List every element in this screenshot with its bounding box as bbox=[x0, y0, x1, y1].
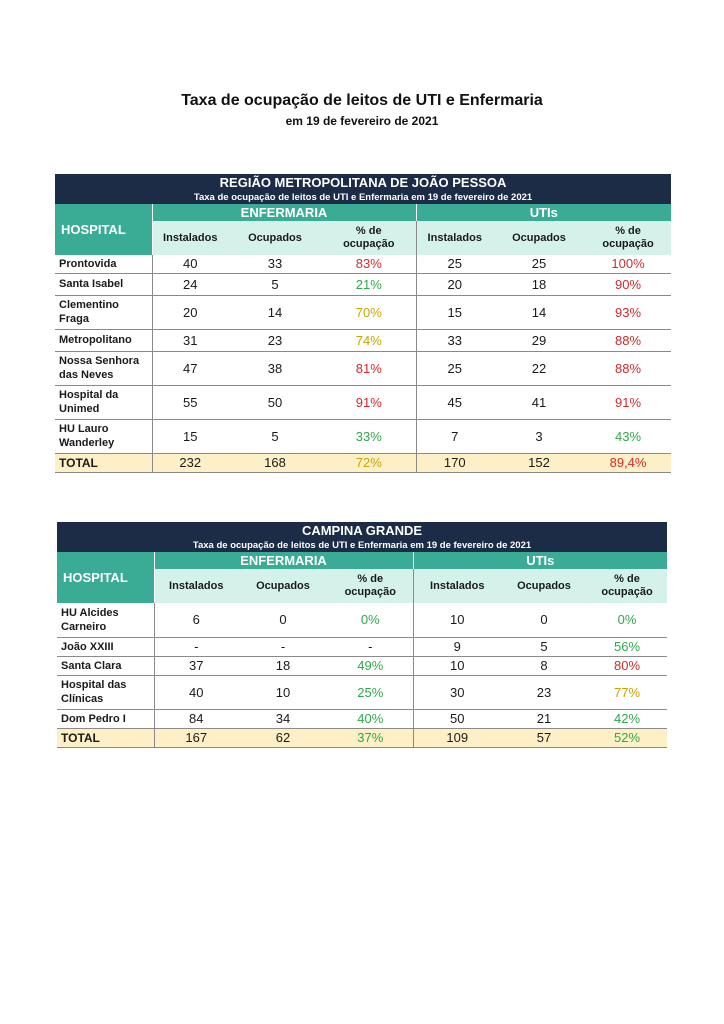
ocupacao-cell: 77% bbox=[587, 675, 667, 709]
table-row bbox=[57, 656, 667, 675]
instalados-cell: 33 bbox=[416, 329, 493, 351]
ocupados-cell: 3 bbox=[493, 419, 585, 453]
enfermaria-header: ENFERMARIA bbox=[154, 552, 413, 569]
instalados-cell: 47 bbox=[152, 351, 228, 385]
utis-header: UTIs bbox=[413, 552, 667, 569]
hospital-name: Hospital das Clínicas bbox=[57, 675, 154, 709]
ocupados-cell: 23 bbox=[501, 675, 587, 709]
col-instalados: Instalados bbox=[152, 221, 228, 255]
total-ocupados: 152 bbox=[493, 453, 585, 472]
ocupados-cell: 21 bbox=[501, 709, 587, 728]
ocupacao-cell: 49% bbox=[328, 656, 413, 675]
total-instalados: 232 bbox=[152, 453, 228, 472]
region-title: CAMPINA GRANDE bbox=[57, 522, 667, 539]
table-row bbox=[57, 603, 667, 637]
table-campina-grande bbox=[57, 522, 667, 748]
col-ocupados: Ocupados bbox=[501, 569, 587, 603]
col-instalados: Instalados bbox=[413, 569, 501, 603]
ocupados-cell: 22 bbox=[493, 351, 585, 385]
col-pct bbox=[322, 221, 416, 255]
ocupacao-cell: 0% bbox=[328, 603, 413, 637]
ocupacao-cell: 40% bbox=[328, 709, 413, 728]
col-pct-line2: ocupação bbox=[343, 238, 395, 250]
ocupacao-cell: 0% bbox=[587, 603, 667, 637]
ocupados-cell: 50 bbox=[228, 385, 322, 419]
ocupacao-cell: 88% bbox=[585, 351, 671, 385]
ocupados-cell: 8 bbox=[501, 656, 587, 675]
table-row bbox=[55, 385, 671, 419]
table-row bbox=[57, 709, 667, 728]
instalados-cell: 24 bbox=[152, 273, 228, 295]
col-pct-line1: % de bbox=[355, 225, 382, 237]
table-row bbox=[55, 295, 671, 329]
hospital-name: HU Alcides Carneiro bbox=[57, 603, 154, 637]
utis-header: UTIs bbox=[416, 204, 671, 221]
ocupacao-cell: 100% bbox=[585, 255, 671, 273]
col-pct-line1: % de bbox=[614, 573, 640, 585]
col-ocupados: Ocupados bbox=[493, 221, 585, 255]
region-subtitle: Taxa de ocupação de leitos de UTI e Enfermaria em 19 de fevereiro de 2021 bbox=[57, 539, 667, 552]
hospital-header: HOSPITAL bbox=[57, 552, 154, 603]
ocupacao-cell: 93% bbox=[585, 295, 671, 329]
enfermaria-header: ENFERMARIA bbox=[152, 204, 416, 221]
hospital-name: Santa Clara bbox=[57, 656, 154, 675]
hospital-name: Hospital da Unimed bbox=[55, 385, 152, 419]
page-subtitle: em 19 de fevereiro de 2021 bbox=[285, 114, 439, 128]
total-row bbox=[57, 728, 667, 747]
col-pct bbox=[587, 569, 667, 603]
ocupacao-cell: 91% bbox=[322, 385, 416, 419]
col-pct bbox=[328, 569, 413, 603]
instalados-cell: 31 bbox=[152, 329, 228, 351]
instalados-cell: 20 bbox=[416, 273, 493, 295]
col-pct-line1: % de bbox=[615, 225, 641, 237]
col-pct-line2: ocupação bbox=[601, 586, 653, 598]
instalados-cell: 7 bbox=[416, 419, 493, 453]
col-ocupados: Ocupados bbox=[228, 221, 322, 255]
ocupacao-cell: 33% bbox=[322, 419, 416, 453]
instalados-cell: 40 bbox=[154, 675, 238, 709]
ocupacao-cell: 56% bbox=[587, 637, 667, 656]
total-ocupacao: 72% bbox=[322, 453, 416, 472]
instalados-cell: 55 bbox=[152, 385, 228, 419]
col-pct bbox=[585, 221, 671, 255]
table-row bbox=[55, 255, 671, 273]
hospital-name: Nossa Senhora das Neves bbox=[55, 351, 152, 385]
hospital-name: Santa Isabel bbox=[55, 273, 152, 295]
ocupados-cell: 0 bbox=[501, 603, 587, 637]
ocupados-cell: 38 bbox=[228, 351, 322, 385]
table-joao-pessoa bbox=[55, 174, 671, 473]
ocupacao-cell: 74% bbox=[322, 329, 416, 351]
ocupados-cell: 0 bbox=[238, 603, 328, 637]
instalados-cell: - bbox=[154, 637, 238, 656]
table-row bbox=[57, 637, 667, 656]
instalados-cell: 30 bbox=[413, 675, 501, 709]
ocupados-cell: 18 bbox=[238, 656, 328, 675]
region-title: REGIÃO METROPOLITANA DE JOÃO PESSOA bbox=[55, 174, 671, 191]
ocupacao-cell: - bbox=[328, 637, 413, 656]
ocupacao-cell: 88% bbox=[585, 329, 671, 351]
total-label: TOTAL bbox=[55, 453, 152, 472]
total-ocupados: 57 bbox=[501, 728, 587, 747]
ocupados-cell: 29 bbox=[493, 329, 585, 351]
total-row bbox=[55, 453, 671, 472]
ocupacao-cell: 21% bbox=[322, 273, 416, 295]
hospital-name: Prontovida bbox=[55, 255, 152, 273]
ocupados-cell: 10 bbox=[238, 675, 328, 709]
ocupados-cell: 18 bbox=[493, 273, 585, 295]
hospital-header: HOSPITAL bbox=[55, 204, 152, 255]
ocupacao-cell: 81% bbox=[322, 351, 416, 385]
ocupacao-cell: 80% bbox=[587, 656, 667, 675]
total-instalados: 109 bbox=[413, 728, 501, 747]
ocupados-cell: 5 bbox=[501, 637, 587, 656]
instalados-cell: 20 bbox=[152, 295, 228, 329]
ocupados-cell: 5 bbox=[228, 419, 322, 453]
hospital-name: Dom Pedro I bbox=[57, 709, 154, 728]
ocupados-cell: 23 bbox=[228, 329, 322, 351]
col-instalados: Instalados bbox=[154, 569, 238, 603]
instalados-cell: 10 bbox=[413, 603, 501, 637]
ocupados-cell: - bbox=[238, 637, 328, 656]
instalados-cell: 37 bbox=[154, 656, 238, 675]
table-row bbox=[55, 351, 671, 385]
page-title: Taxa de ocupação de leitos de UTI e Enfermaria bbox=[181, 92, 543, 109]
ocupacao-cell: 70% bbox=[322, 295, 416, 329]
instalados-cell: 50 bbox=[413, 709, 501, 728]
total-ocupacao: 37% bbox=[328, 728, 413, 747]
col-pct-line2: ocupação bbox=[344, 586, 396, 598]
ocupados-cell: 34 bbox=[238, 709, 328, 728]
ocupados-cell: 14 bbox=[493, 295, 585, 329]
col-instalados: Instalados bbox=[416, 221, 493, 255]
total-instalados: 170 bbox=[416, 453, 493, 472]
ocupados-cell: 5 bbox=[228, 273, 322, 295]
total-ocupados: 62 bbox=[238, 728, 328, 747]
instalados-cell: 15 bbox=[416, 295, 493, 329]
ocupacao-cell: 91% bbox=[585, 385, 671, 419]
instalados-cell: 45 bbox=[416, 385, 493, 419]
instalados-cell: 25 bbox=[416, 351, 493, 385]
instalados-cell: 10 bbox=[413, 656, 501, 675]
region-subtitle: Taxa de ocupação de leitos de UTI e Enfermaria em 19 de fevereiro de 2021 bbox=[55, 191, 671, 204]
table-row bbox=[55, 419, 671, 453]
instalados-cell: 40 bbox=[152, 255, 228, 273]
ocupacao-cell: 43% bbox=[585, 419, 671, 453]
ocupados-cell: 41 bbox=[493, 385, 585, 419]
ocupados-cell: 33 bbox=[228, 255, 322, 273]
col-pct-line1: % de bbox=[357, 573, 384, 585]
instalados-cell: 84 bbox=[154, 709, 238, 728]
table-row bbox=[55, 273, 671, 295]
ocupados-cell: 25 bbox=[493, 255, 585, 273]
ocupacao-cell: 42% bbox=[587, 709, 667, 728]
total-instalados: 167 bbox=[154, 728, 238, 747]
instalados-cell: 9 bbox=[413, 637, 501, 656]
ocupacao-cell: 83% bbox=[322, 255, 416, 273]
table-row bbox=[57, 675, 667, 709]
hospital-name: HU Lauro Wanderley bbox=[55, 419, 152, 453]
total-ocupacao: 52% bbox=[587, 728, 667, 747]
hospital-name: João XXIII bbox=[57, 637, 154, 656]
col-ocupados: Ocupados bbox=[238, 569, 328, 603]
instalados-cell: 15 bbox=[152, 419, 228, 453]
col-pct-line2: ocupação bbox=[602, 238, 654, 250]
total-label: TOTAL bbox=[57, 728, 154, 747]
ocupacao-cell: 90% bbox=[585, 273, 671, 295]
total-ocupados: 168 bbox=[228, 453, 322, 472]
hospital-name: Metropolitano bbox=[55, 329, 152, 351]
table-row bbox=[55, 329, 671, 351]
ocupados-cell: 14 bbox=[228, 295, 322, 329]
hospital-name: Clementino Fraga bbox=[55, 295, 152, 329]
instalados-cell: 25 bbox=[416, 255, 493, 273]
instalados-cell: 6 bbox=[154, 603, 238, 637]
ocupacao-cell: 25% bbox=[328, 675, 413, 709]
total-ocupacao: 89,4% bbox=[585, 453, 671, 472]
